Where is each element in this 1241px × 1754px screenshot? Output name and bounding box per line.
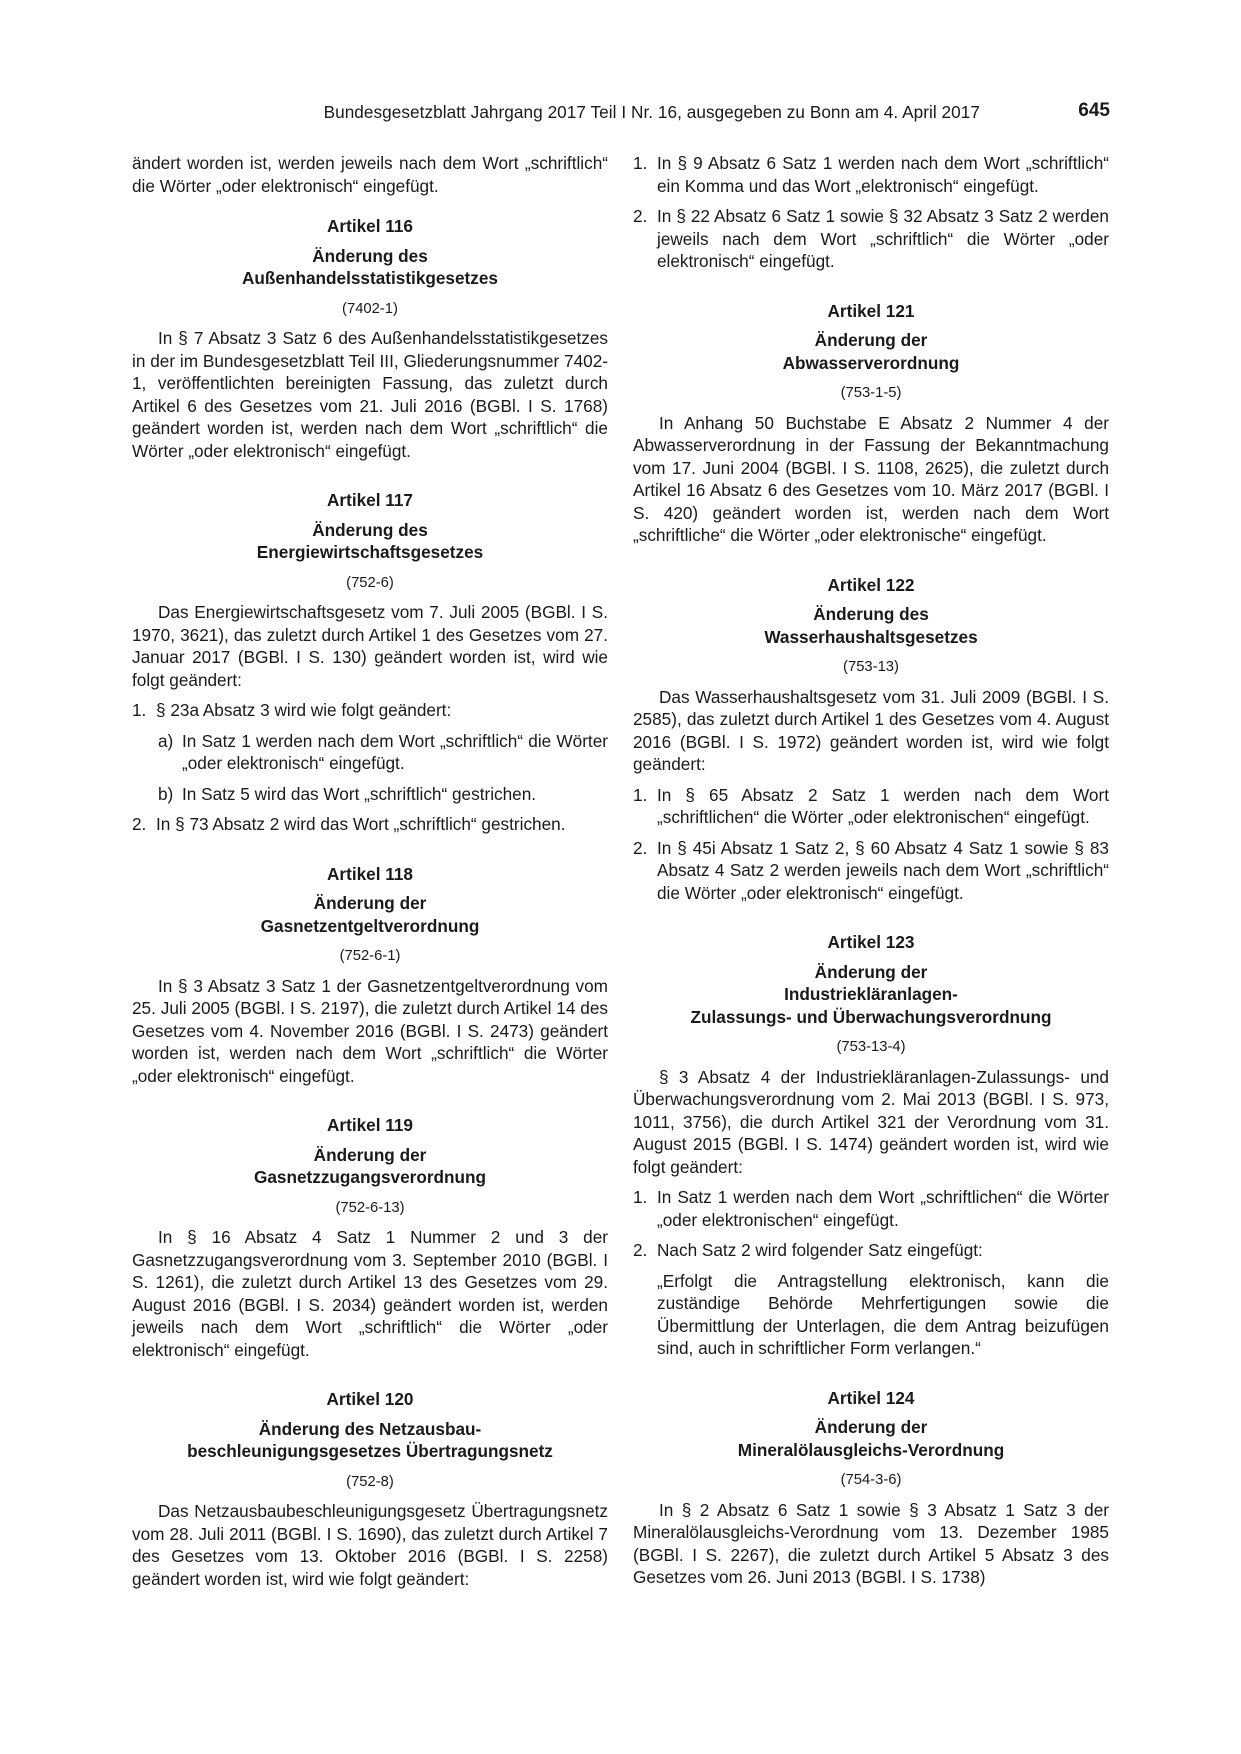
list-text: In Satz 1 werden nach dem Wort „schriftlichen“ die Wörter „oder elektronischen“ eingefügt. bbox=[657, 1187, 1109, 1230]
intro-paragraph: ändert worden ist, werden jeweils nach dem Wort „schriftlich“ die Wörter „oder elektronisch“ eingefügt. bbox=[132, 153, 608, 196]
classification-code: (7402-1) bbox=[342, 300, 398, 317]
classification-code: (753-13) bbox=[843, 659, 899, 675]
article-heading: Artikel 123 bbox=[827, 932, 915, 952]
article-title-line-1: Änderung der bbox=[814, 330, 928, 350]
article-heading: Artikel 118 bbox=[327, 863, 413, 884]
article-title-line-1: Änderung des bbox=[312, 519, 428, 540]
classification-code: (752-6-1) bbox=[339, 948, 401, 964]
list-number: 1. bbox=[633, 153, 648, 173]
article-title-line-3: Zulassungs- und Überwachungsverordnung bbox=[690, 1006, 1052, 1027]
article-title-line-2: beschleunigungsgesetzes Übertragungsnetz bbox=[187, 1441, 553, 1461]
list-item bbox=[132, 813, 608, 836]
article-title-line-2: Gasnetzzugangsverordnung bbox=[253, 1167, 487, 1187]
article-title-line-2: Außenhandelsstatistikgesetzes bbox=[242, 268, 498, 288]
page-number: 645 bbox=[1078, 100, 1110, 121]
article-title-line-2: Abwasserverordnung bbox=[782, 352, 960, 373]
list-number: 2. bbox=[633, 206, 648, 226]
article-body: In Anhang 50 Buchstabe E Absatz 2 Nummer 4 der Abwasserverordnung in der Fassung der Bekanntmachung vom 17. Juni 2004 (BGBl. I S. 1108, 2625), die zuletzt durch Artikel 16 Absatz 6 des Gesetzes vom 10. März 2017 (BGBl. I S. 420) geändert worden ist, werden nach dem Wort „schriftliche“ die Wörter „oder elektronische“ eingefügt. bbox=[633, 412, 1109, 545]
list-text: In § 65 Absatz 2 Satz 1 werden nach dem Wort „schriftlichen“ die Wörter „oder elektronischen“ eingefügt. bbox=[657, 784, 1109, 827]
article-title-line-1: Änderung des Netzausbau- bbox=[258, 1418, 482, 1439]
article-heading: Artikel 124 bbox=[827, 1387, 915, 1408]
article-body: Das Energiewirtschaftsgesetz vom 7. Juli 2005 (BGBl. I S. 1970, 3621), das zuletzt durch Artikel 1 des Gesetzes vom 27. Januar 2017 (BGBl. I S. 130) geändert worden ist, wird wie folgt geändert: bbox=[132, 602, 608, 690]
article-body: In § 7 Absatz 3 Satz 6 des Außenhandelsstatistikgesetzes in der im Bundesgesetzblatt Teil III, Gliederungsnummer 7402-1, veröffentlichten bereinigten Fassung, das zuletzt durch Artikel 6 des Gesetzes vom 21. Juli 2016 (BGBl. I S. 1768) geändert worden ist, werden nach dem Wort „schriftlich“ die Wörter „oder elektronisch“ eingefügt. bbox=[132, 328, 608, 461]
article-title-line-2: Wasserhaushaltsgesetzes bbox=[764, 626, 978, 647]
article-116 bbox=[132, 215, 608, 462]
article-121 bbox=[633, 300, 1109, 547]
classification-code: (752-6) bbox=[346, 574, 394, 591]
article-body: In § 16 Absatz 4 Satz 1 Nummer 2 und 3 der Gasnetzzugangsverordnung vom 3. September 2010 (BGBl. I S. 1261), die zuletzt durch Artikel 13 des Gesetzes vom 29. August 2016 (BGBl. I S. 2034) geändert worden ist, werden jeweils nach dem Wort „schriftlich“ die Wörter „oder elektronisch“ eingefügt. bbox=[132, 1227, 608, 1360]
list-number: 2. bbox=[132, 814, 147, 834]
list-number: 2. bbox=[633, 1240, 648, 1260]
list-text: Nach Satz 2 wird folgender Satz eingefügt: bbox=[657, 1240, 983, 1260]
article-118 bbox=[132, 863, 608, 1088]
list-text: In Satz 1 werden nach dem Wort „schriftlich“ die Wörter „oder elektronisch“ eingefügt. bbox=[182, 730, 608, 773]
list-item bbox=[633, 837, 1109, 905]
article-title-line-1: Änderung der bbox=[313, 1144, 427, 1165]
classification-code: (752-8) bbox=[346, 1473, 394, 1490]
left-column bbox=[132, 152, 608, 1590]
article-119 bbox=[132, 1114, 608, 1361]
list-text: In Satz 5 wird das Wort „schriftlich“ gestrichen. bbox=[182, 783, 537, 804]
page-header bbox=[130, 100, 1110, 126]
sub-list-item bbox=[132, 730, 608, 775]
list-item bbox=[132, 699, 608, 722]
sub-list-item bbox=[132, 783, 608, 806]
list-text: In § 73 Absatz 2 wird das Wort „schriftlich“ gestrichen. bbox=[156, 814, 566, 834]
list-text: In § 22 Absatz 6 Satz 1 sowie § 32 Absatz 3 Satz 2 werden jeweils nach dem Wort „schriftlich“ die Wörter „oder elektronisch“ eingefügt. bbox=[657, 206, 1109, 271]
inserted-sentence-quote: „Erfolgt die Antragstellung elektronisch, kann die zuständige Behörde Mehrfertigungen sowie die Übermittlung der Unterlagen, die dem Antrag beizufügen sind, auch in schriftlicher Form verlangen.“ bbox=[657, 1270, 1109, 1358]
article-heading: Artikel 120 bbox=[326, 1389, 414, 1409]
article-title-line-2: Mineralölausgleichs-Verordnung bbox=[737, 1439, 1005, 1460]
list-number: 1. bbox=[633, 784, 648, 805]
article-body: § 3 Absatz 4 der Industriekläranlagen-Zulassungs- und Überwachungsverordnung vom 2. Mai 2013 (BGBl. I S. 973, 1011, 3756), die durch Artikel 321 der Verordnung vom 31. August 2015 (BGBl. I S. 1474) geändert worden ist, wird wie folgt geändert: bbox=[633, 1066, 1109, 1177]
article-title-line-1: Änderung des bbox=[813, 604, 929, 624]
list-letter: a) bbox=[158, 730, 174, 751]
article-body: Das Netzausbaubeschleunigungsgesetz Übertragungsnetz vom 28. Juli 2011 (BGBl. I S. 1690), das zuletzt durch Artikel 7 des Gesetzes vom 13. Oktober 2016 (BGBl. I S. 2258) geändert worden ist, wird wie folgt geändert: bbox=[132, 1501, 608, 1589]
header-title: Bundesgesetzblatt Jahrgang 2017 Teil I Nr. 16, ausgegeben zu Bonn am 4. April 2017 bbox=[323, 102, 980, 122]
article-title-line-1: Änderung des bbox=[312, 245, 428, 266]
list-letter: b) bbox=[158, 783, 174, 804]
article-heading: Artikel 121 bbox=[827, 300, 915, 321]
article-heading: Artikel 119 bbox=[327, 1115, 413, 1135]
classification-code: (752-6-13) bbox=[335, 1199, 405, 1216]
article-heading: Artikel 122 bbox=[827, 574, 915, 595]
list-number: 1. bbox=[633, 1187, 648, 1207]
article-title-line-1: Änderung der bbox=[814, 1417, 928, 1437]
article-124 bbox=[633, 1387, 1109, 1589]
article-body: Das Wasserhaushaltsgesetz vom 31. Juli 2009 (BGBl. I S. 2585), das zuletzt durch Artikel 1 des Gesetzes vom 4. August 2016 (BGBl. I S. 1972) geändert worden ist, wird wie folgt geändert: bbox=[633, 686, 1109, 774]
list-item bbox=[633, 152, 1109, 197]
list-item bbox=[633, 784, 1109, 829]
article-title-line-2: Gasnetzentgeltverordnung bbox=[260, 915, 480, 936]
classification-code: (754-3-6) bbox=[840, 1472, 902, 1488]
article-title-line-1: Änderung der bbox=[814, 961, 928, 982]
article-body: In § 3 Absatz 3 Satz 1 der Gasnetzentgeltverordnung vom 25. Juli 2005 (BGBl. I S. 2197), die zuletzt durch Artikel 14 des Gesetzes vom 4. November 2016 (BGBl. I S. 2473) geändert worden ist, werden nach dem Wort „schriftlich“ die Wörter „oder elektronisch“ eingefügt. bbox=[132, 975, 608, 1086]
list-item bbox=[633, 205, 1109, 273]
article-122 bbox=[633, 574, 1109, 905]
list-item bbox=[633, 1186, 1109, 1231]
list-number: 1. bbox=[132, 700, 147, 720]
article-title-line-2: Industriekläranlagen- bbox=[784, 984, 958, 1004]
article-heading: Artikel 116 bbox=[327, 216, 413, 236]
right-column bbox=[633, 152, 1109, 1589]
article-117 bbox=[132, 489, 608, 836]
list-number: 2. bbox=[633, 837, 648, 858]
list-text: § 23a Absatz 3 wird wie folgt geändert: bbox=[156, 700, 452, 720]
article-title-line-1: Änderung der bbox=[313, 893, 427, 913]
list-text: In § 45i Absatz 1 Satz 2, § 60 Absatz 4 Satz 1 sowie § 83 Absatz 4 Satz 2 werden jeweils nach dem Wort „schriftlich“ die Wörter „oder elektronisch“ eingefügt. bbox=[657, 837, 1109, 903]
article-120 bbox=[132, 1388, 608, 1590]
classification-code: (753-1-5) bbox=[840, 385, 902, 401]
article-123 bbox=[633, 931, 1109, 1360]
article-heading: Artikel 117 bbox=[327, 490, 413, 510]
article-body: In § 2 Absatz 6 Satz 1 sowie § 3 Absatz 1 Satz 3 der Mineralölausgleichs-Verordnung vom 13. Dezember 1985 (BGBl. I S. 2267), die zuletzt durch Artikel 5 Absatz 3 des Gesetzes vom 26. Juni 2013 (BGBl. I S. 1738) bbox=[633, 1499, 1109, 1587]
classification-code: (753-13-4) bbox=[836, 1039, 906, 1055]
list-text: In § 9 Absatz 6 Satz 1 werden nach dem Wort „schriftlich“ ein Komma und das Wort „elektronisch“ eingefügt. bbox=[657, 153, 1109, 196]
list-item bbox=[633, 1239, 1109, 1262]
article-title-line-2: Energiewirtschaftsgesetzes bbox=[256, 542, 484, 562]
